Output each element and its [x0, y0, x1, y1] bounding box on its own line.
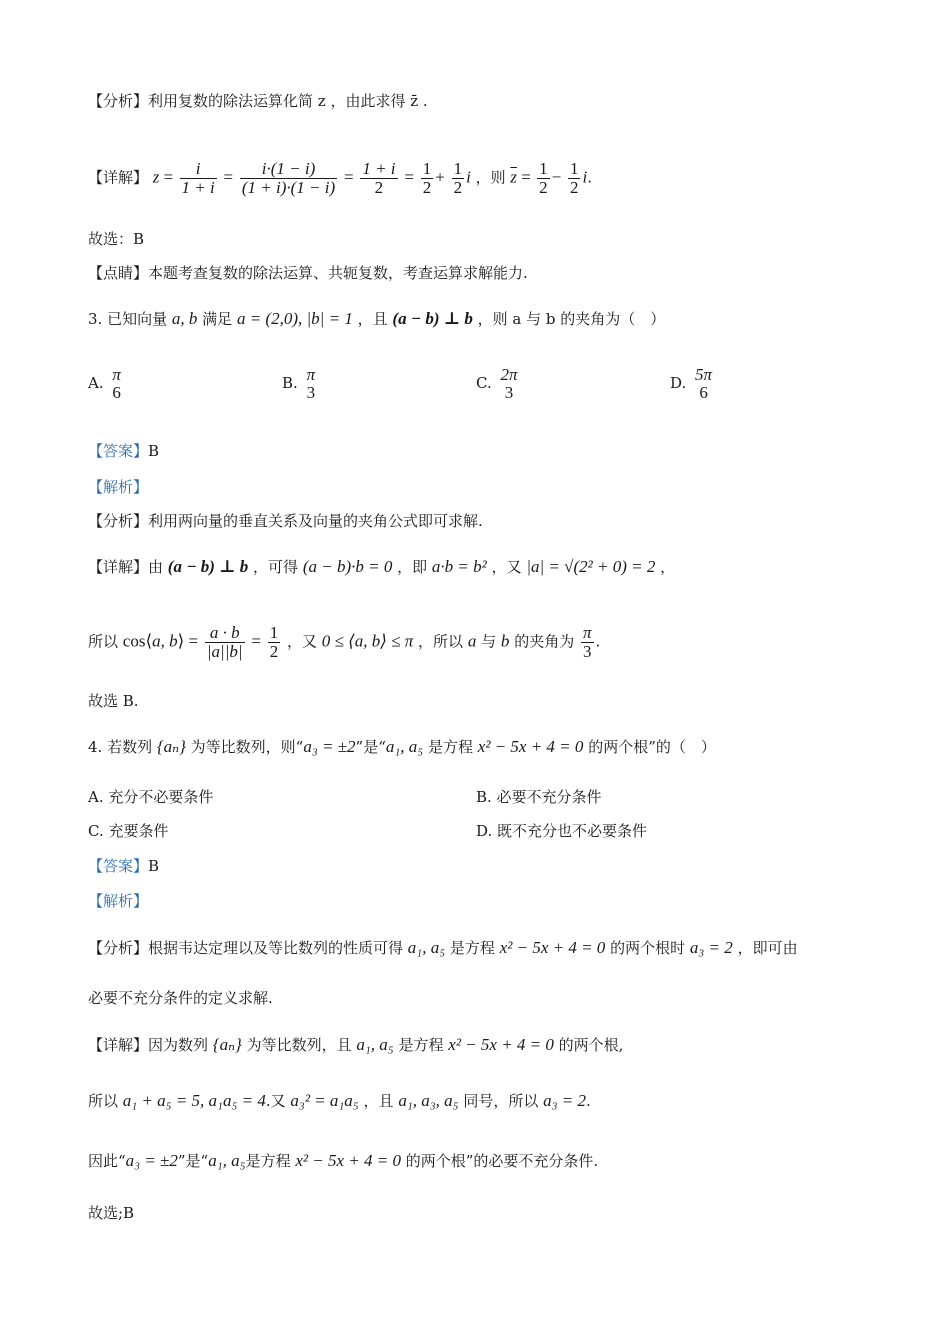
q3-option-a: A. π 6 [88, 365, 121, 402]
q4-detail: 【详解】因为数列 {aₙ} 为等比数列，且 a₁, a₅ 是方程 x² − 5x + 4 = 0 的两个根, [88, 1035, 624, 1054]
q3-so: 所以 cos⟨a, b⟩ = $\frac{a \cdot b}{|a||b|}$ = $\frac{1}{2}$ ，又 0 ≤ ⟨a, b⟩ ≤ π ，所以 a 与 b 的夹角为 $\frac{\pi}{3}$ . [88, 623, 601, 661]
q4-answer: 【答案】B [88, 857, 160, 875]
q4-option-b: B. 必要不充分条件 [476, 788, 602, 806]
q4-choose: 故选;B [88, 1204, 135, 1222]
q4-parse-tag: 【解析】 [88, 892, 149, 910]
q4-thus: 因此“a₃ = ±2”是“a₁, a₅是方程 x² − 5x + 4 = 0 的两个根”的必要不充分条件. [88, 1151, 599, 1170]
q3-detail: 【详解】由 (a − b) ⊥ b ，可得 (a − b)·b = 0 ，即 a·b = b² ，又 |a| = √(2² + 0) = 2 ， [88, 557, 676, 576]
q3-answer: 【答案】B [88, 442, 160, 460]
q4-so: 所以 a₁ + a₅ = 5, a₁a₅ = 4.又 a₃² = a₁a₅ ，且 a₁, a₃, a₅ 同号，所以 a₃ = 2. [88, 1091, 591, 1110]
q3-option-c: C. 2π 3 [476, 365, 518, 402]
q3-parse-tag: 【解析】 [88, 478, 149, 496]
q4-option-a: A. 充分不必要条件 [88, 788, 214, 806]
q3-choose: 故选 B. [88, 692, 139, 710]
q2-comment: 【点睛】本题考查复数的除法运算、共轭复数，考查运算求解能力. [88, 264, 528, 282]
q3-option-b: B. π 3 [282, 365, 316, 402]
q4-stem: 4. 若数列 {aₙ} 为等比数列，则“a₃ = ±2”是“a₁, a₅ 是方程 x² − 5x + 4 = 0 的两个根”的（ ） [88, 737, 716, 756]
q2-detail: 【详解】 z = $\frac{i}{1 + i}$ = $\frac{i\cdot(1 - i)}{(1 + i)\cdot(1 - i)}$ = $\frac{1 + i}{2}$ = $\frac{1}{2}$ + $\frac{1}{2}$ i ，则 $\overline{z}$ = $\frac{1}{2}$ − $\frac{1}{2}$ i. [88, 159, 592, 197]
q3-option-d: D. 5π 6 [670, 365, 713, 402]
q3-analysis: 【分析】利用两向量的垂直关系及向量的夹角公式即可求解. [88, 512, 483, 530]
q4-option-c: C. 充要条件 [88, 822, 169, 840]
q3-stem: 3. 已知向量 a, b 满足 a = (2,0), |b| = 1 ，且 (a − b) ⊥ b ，则 a 与 b 的夹角为（ ） [88, 309, 666, 328]
q4-analysis-line2: 必要不充分条件的定义求解. [88, 989, 273, 1007]
q4-analysis-line1: 【分析】根据韦达定理以及等比数列的性质可得 a₁, a₅ 是方程 x² − 5x + 4 = 0 的两个根时 a₃ = 2 ，即可由 [88, 938, 798, 957]
q2-choose: 故选：B [88, 230, 145, 248]
q2-analysis: 【分析】利用复数的除法运算化简 z ，由此求得 z̄ . [88, 92, 428, 110]
q4-option-d: D. 既不充分也不必要条件 [476, 822, 648, 840]
